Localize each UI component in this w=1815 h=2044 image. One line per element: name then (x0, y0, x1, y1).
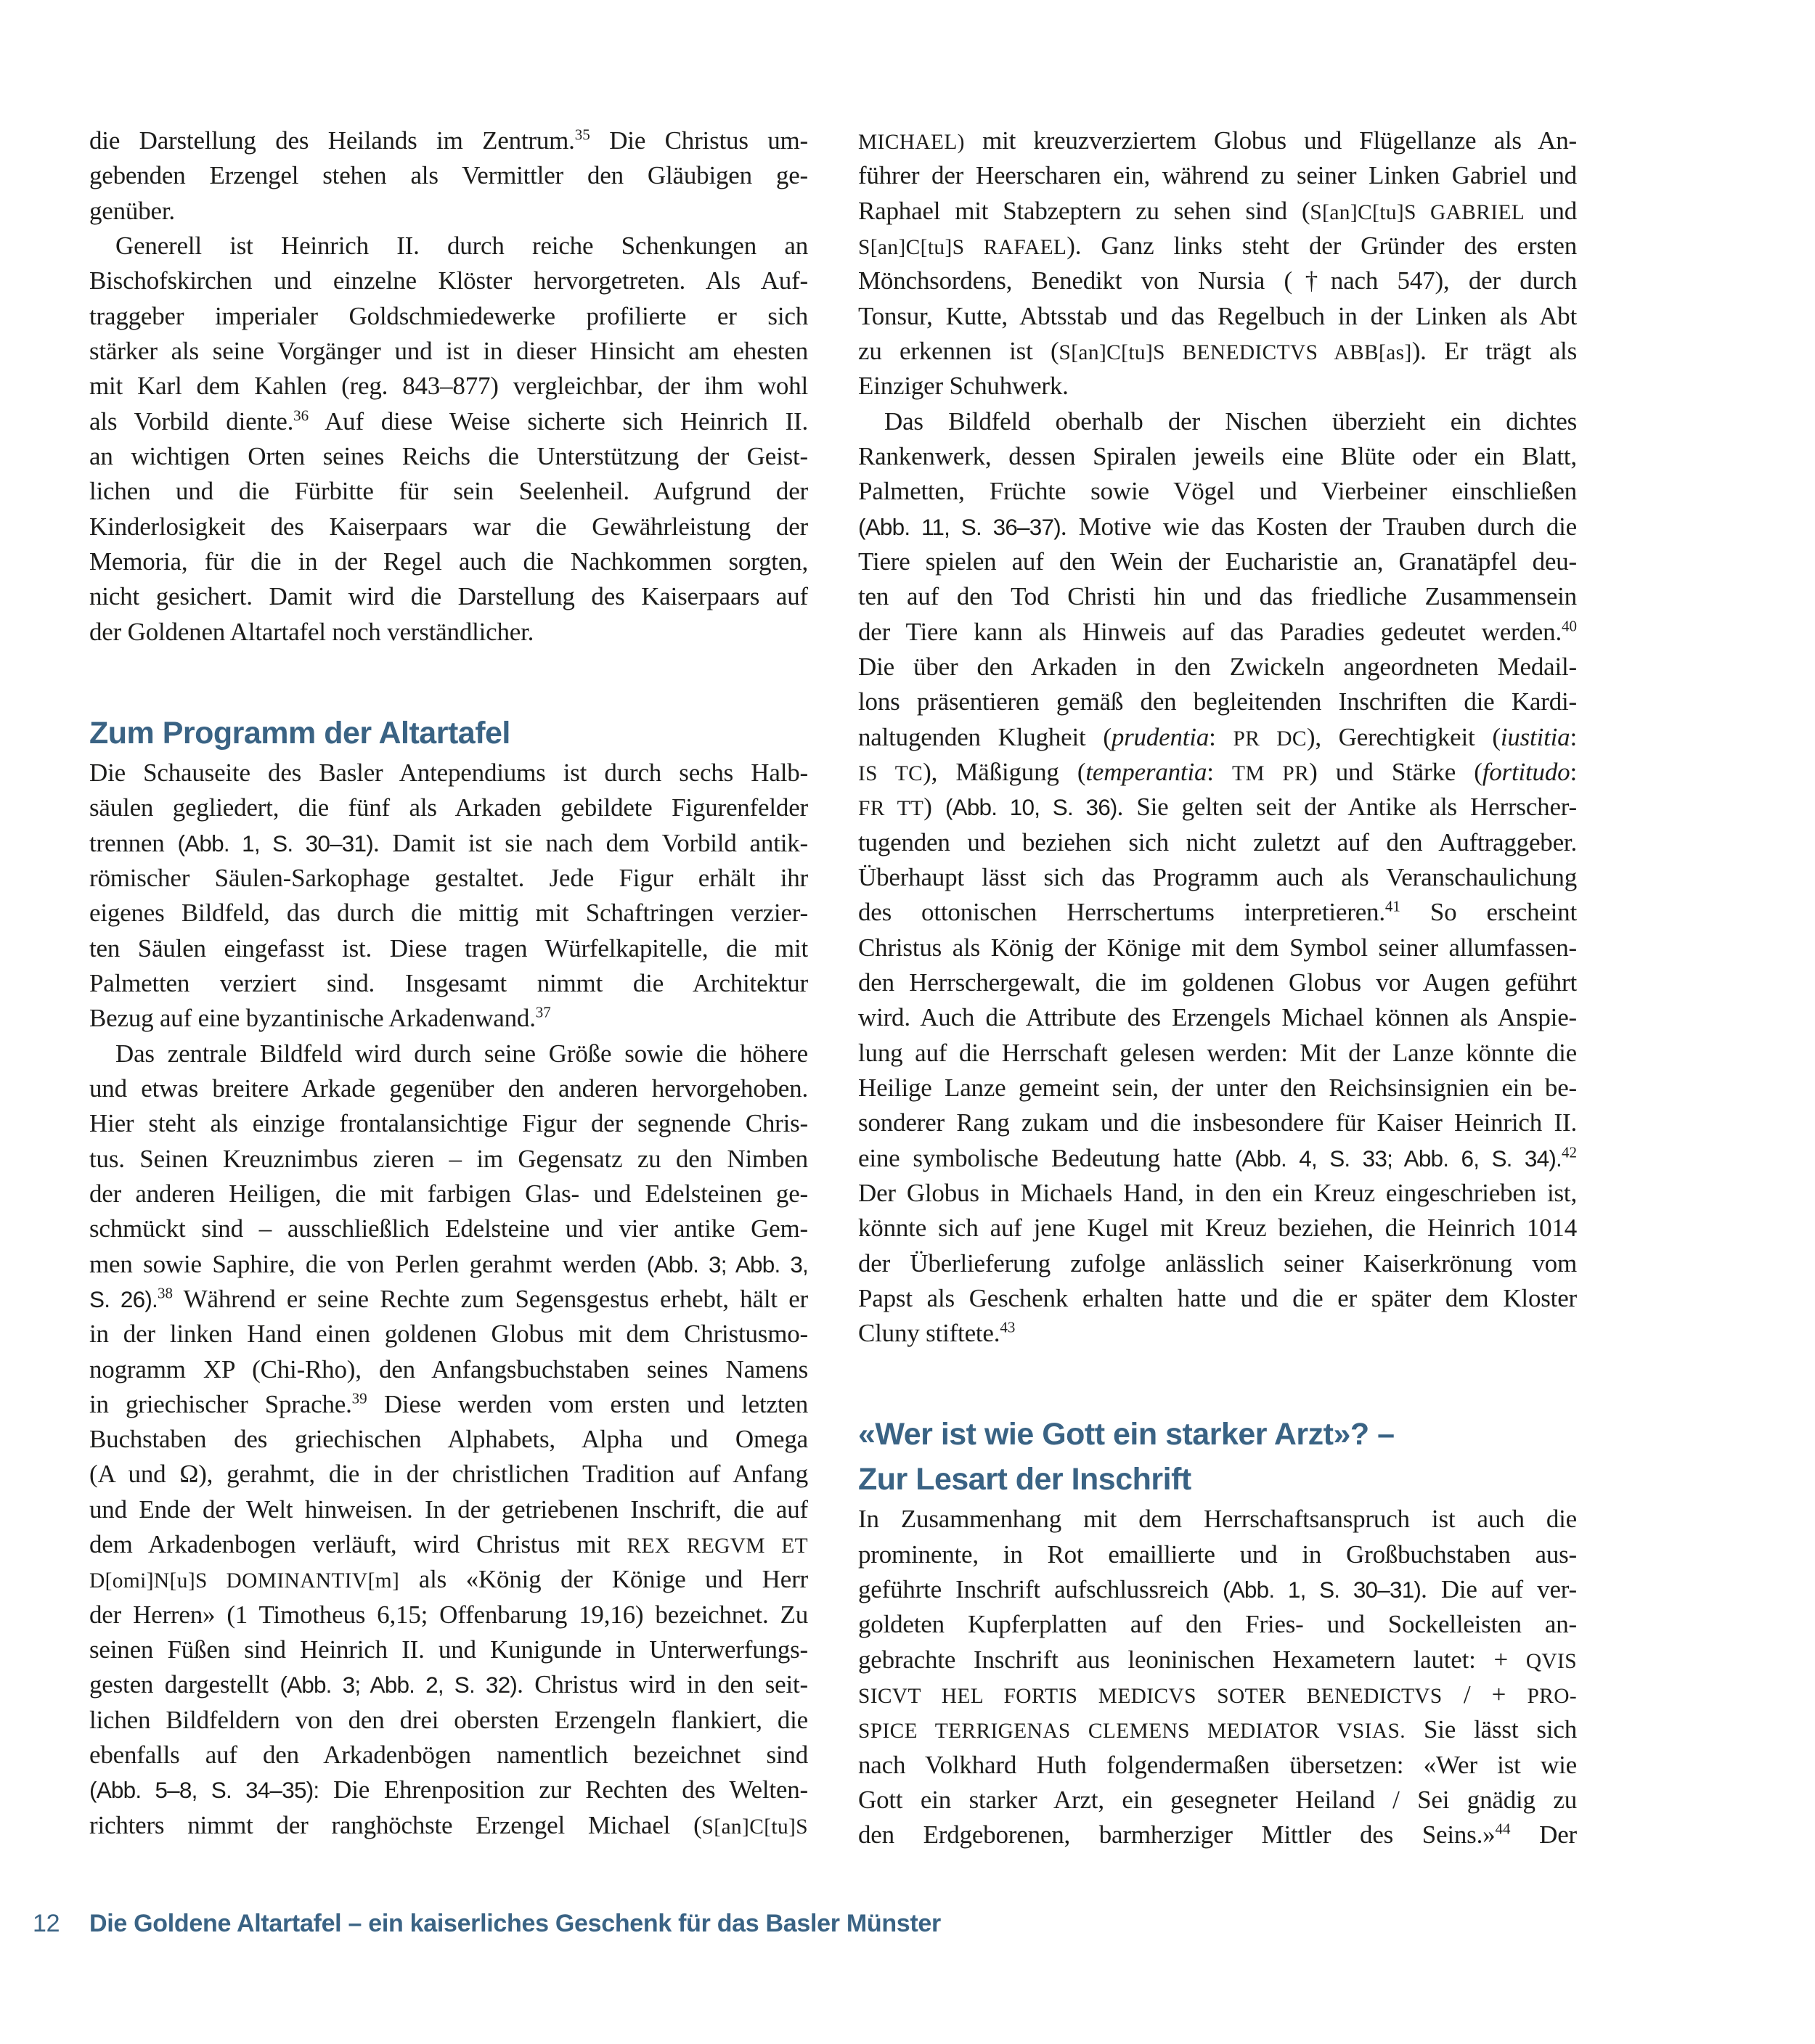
inscription-capitals: REX REGVM ET (627, 1534, 808, 1558)
footnote-marker: 38 (157, 1284, 173, 1302)
text-line: die Darstellung des Heilands im Zentrum.$^{35}$ Die Christus um- (89, 126, 808, 155)
text-line: Palmetten verziert sind. Insgesamt nimmt die Architektur (89, 968, 808, 997)
text-line: Einziger Schuhwerk. (858, 372, 1069, 401)
text-line: der anderen Heiligen, die mit farbigen Glas- und Edelsteinen ge- (89, 1179, 808, 1208)
text-line: Generell ist Heinrich II. durch reiche Schenkungen an (115, 231, 808, 260)
text-line: S. 26).$^{38}$ Während er seine Rechte zum Segensgestus erhebt, hält er (89, 1284, 808, 1313)
text-line: richters nimmt der ranghöchste Erzengel Michael (S[an]C[tu]S (89, 1810, 808, 1839)
page-number: 12 (33, 1910, 60, 1937)
inscription-capitals: S[an]C[tu]S GABRIEL (1310, 200, 1525, 224)
inscription-capitals: D[omi]N[u]S DOMINANTIV[m] (89, 1569, 400, 1593)
text-line: goldeten Kupferplatten auf den Fries- und Sockelleisten an- (858, 1610, 1577, 1639)
text-line: stärker als seine Vorgänger und ist in dieser Hinsicht am ehesten (89, 336, 808, 365)
text-line: sonderer Rang zukam und die insbesondere für Kaiser Heinrich II. (858, 1108, 1577, 1137)
text-line: gesten dargestellt (Abb. 3; Abb. 2, S. 32). Christus wird in den seit- (89, 1670, 808, 1699)
text-line: In Zusammenhang mit dem Herrschaftsanspruch ist auch die (858, 1505, 1577, 1534)
text-line: Kinderlosigkeit des Kaiserpaars war die Gewährleistung der (89, 512, 808, 541)
text-line: den Herrschergewalt, die im goldenen Globus vor Augen geführt (858, 968, 1577, 997)
text-line: lung auf die Herrschaft gelesen werden: Mit der Lanze könnte die (858, 1038, 1577, 1067)
text-line: nach Volkhard Huth folgendermaßen übersetzen: «Wer ist wie (858, 1750, 1577, 1779)
paragraph (858, 1502, 1577, 1852)
text-line: Cluny stiftete.$^{43}$ (858, 1318, 1016, 1348)
text-line: Raphael mit Stabzeptern zu sehen sind (S[an]C[tu]S GABRIEL und (858, 196, 1577, 225)
figure-reference: (Abb. 1, S. 30–31) (1223, 1577, 1422, 1603)
text-line: IS TC), Mäßigung (temperantia: TM PR) und Stärke (fortitudo: (858, 757, 1577, 786)
latin-term: iustitia (1500, 722, 1570, 751)
text-line: eine symbolische Bedeutung hatte (Abb. 4, S. 33; Abb. 6, S. 34).$^{42}$ (858, 1142, 1577, 1172)
inscription-capitals: PR DC (1233, 727, 1307, 751)
text-line: und etwas breitere Arkade gegenüber den anderen hervorgehoben. (89, 1074, 808, 1103)
text-line: Christus als König der Könige mit dem Symbol seiner allumfassen- (858, 933, 1577, 962)
text-line: führer der Heerscharen ein, während zu seiner Linken Gabriel und (858, 161, 1577, 190)
text-line: tus. Seinen Kreuznimbus zieren – im Gegensatz zu den Nimben (89, 1144, 808, 1173)
inscription-capitals: SICVT HEL FORTIS MEDICVS SOTER BENEDICTVS (858, 1685, 1443, 1709)
footnote-marker: 43 (1000, 1318, 1016, 1336)
figure-reference: (Abb. 3; Abb. 3, (646, 1251, 808, 1278)
footnote-marker: 35 (574, 126, 590, 144)
text-line: an wichtigen Orten seines Reichs die Unterstützung der Geist- (89, 441, 808, 470)
text-line: (Abb. 11, S. 36–37). Motive wie das Kosten der Trauben durch die (858, 512, 1577, 541)
text-line: ten auf den Tod Christi hin und das friedliche Zusammensein (858, 582, 1577, 611)
inscription-capitals: S[an]C[tu]S BENEDICTVS ABB[as] (1059, 340, 1412, 364)
text-line: Hier steht als einzige frontalansichtige Figur der segnende Chris- (89, 1109, 808, 1138)
text-line: der Überlieferung zufolge anlässlich seiner Kaiserkrönung vom (858, 1248, 1577, 1278)
text-line: geführte Inschrift aufschlussreich (Abb. 1, S. 30–31). Die auf ver- (858, 1575, 1577, 1604)
footnote-marker: 42 (1562, 1142, 1577, 1161)
running-title: Die Goldene Altartafel – ein kaiserliches Geschenk für das Basler Münster (89, 1910, 941, 1937)
figure-reference: (Abb. 10, S. 36) (945, 794, 1117, 821)
text-line: als Vorbild diente.$^{36}$ Auf diese Weise sicherte sich Heinrich II. (89, 406, 808, 436)
section-heading (858, 1412, 1577, 1502)
text-line: (Abb. 5–8, S. 34–35): Die Ehrenposition zur Rechten des Welten- (89, 1775, 808, 1804)
section-heading-line: «Wer ist wie Gott ein starker Arzt»? – (858, 1417, 1395, 1452)
text-line: trennen (Abb. 1, S. 30–31). Damit ist sie nach dem Vorbild antik- (89, 828, 808, 857)
text-line: Tonsur, Kutte, Abtsstab und das Regelbuch in der Linken als Abt (858, 301, 1577, 330)
text-line: (A und Ω), gerahmt, die in der christlichen Tradition auf Anfang (89, 1460, 808, 1489)
section-heading-line: Zum Programm der Altartafel (89, 715, 510, 751)
text-line: mit Karl dem Kahlen (reg. 843–877) vergleichbar, der ihm wohl (89, 372, 808, 401)
text-line: prominente, in Rot emaillierte und in Großbuchstaben aus- (858, 1540, 1577, 1569)
text-line: der Herren» (1 Timotheus 6,15; Offenbarung 19,16) bezeichnet. Zu (89, 1600, 808, 1629)
text-line: zu erkennen ist (S[an]C[tu]S BENEDICTVS ABB[as]). Er trägt als (858, 336, 1577, 365)
section-heading-line: Zur Lesart der Inschrift (858, 1462, 1191, 1497)
text-line: Der Globus in Michaels Hand, in den ein Kreuz eingeschrieben ist, (858, 1178, 1577, 1207)
text-line: Die Schauseite des Basler Antependiums ist durch sechs Halb- (89, 758, 808, 787)
text-line: Buchstaben des griechischen Alphabets, Alpha und Omega (89, 1425, 808, 1454)
text-line: seinen Füßen sind Heinrich II. und Kunigunde in Unterwerfungs- (89, 1635, 808, 1664)
latin-term: temperantia (1085, 757, 1207, 786)
paragraph (858, 404, 1577, 1352)
paragraph (858, 123, 1577, 404)
text-line: ten Säulen eingefasst ist. Diese tragen Würfelkapitelle, die mit (89, 933, 808, 962)
text-line: Das Bildfeld oberhalb der Nischen überzieht ein dichtes (884, 406, 1577, 436)
text-line: dem Arkadenbogen verläuft, wird Christus mit REX REGVM ET (89, 1530, 808, 1559)
section-heading (89, 711, 808, 756)
latin-term: prudentia (1111, 722, 1210, 751)
text-column-left (89, 123, 808, 1843)
inscription-capitals: S[an]C[tu]S (701, 1815, 808, 1839)
figure-reference: (Abb. 1, S. 30–31) (177, 830, 373, 857)
text-line: ebenfalls auf den Arkadenbögen namentlich bezeichnet sind (89, 1741, 808, 1770)
text-line: gebenden Erzengel stehen als Vermittler den Gläubigen ge- (89, 161, 808, 190)
inscription-capitals: QVIS (1525, 1649, 1577, 1673)
text-line: Mönchsordens, Benedikt von Nursia (†nach 547), der durch (858, 266, 1577, 295)
text-line: lichen Bildfeldern von den drei obersten Erzengeln flankiert, die (89, 1705, 808, 1734)
text-line: Heilige Lanze gemeint sein, der unter den Reichsinsignien ein be- (858, 1073, 1577, 1102)
text-line: genüber. (89, 196, 175, 225)
text-line: Die über den Arkaden in den Zwickeln angeordneten Medail- (858, 652, 1577, 681)
text-line: und Ende der Welt hinweisen. In der getriebenen Inschrift, die auf (89, 1495, 808, 1524)
text-line: MICHAEL) mit kreuzverziertem Globus und Flügellanze als An- (858, 126, 1577, 155)
footnote-marker: 40 (1562, 616, 1577, 634)
inscription-capitals: S[an]C[tu]S RAFAEL (858, 235, 1067, 259)
inscription-capitals: MICHAEL) (858, 131, 965, 154)
footnote-marker: 44 (1495, 1820, 1511, 1838)
text-line: SICVT HEL FORTIS MEDICVS SOTER BENEDICTVS / + PRO- (858, 1680, 1577, 1709)
text-line: Das zentrale Bildfeld wird durch seine Größe sowie die höhere (115, 1039, 808, 1068)
text-line: Papst als Geschenk erhalten hatte und die er später dem Kloster (858, 1283, 1577, 1312)
page-footer (0, 1908, 1815, 1944)
footnote-marker: 39 (351, 1389, 367, 1407)
text-line: Tiere spielen auf den Wein der Eucharistie an, Granatäpfel deu- (858, 547, 1577, 576)
inscription-capitals: TM PR (1232, 761, 1310, 785)
text-line: traggeber imperialer Goldschmiedewerke profilierte er sich (89, 301, 808, 330)
text-line: in der linken Hand einen goldenen Globus mit dem Christusmo- (89, 1320, 808, 1349)
text-line: Gott ein starker Arzt, ein gesegneter Heiland / Sei gnädig zu (858, 1786, 1577, 1815)
text-line: eigenes Bildfeld, das durch die mittig mit Schaftringen verzier- (89, 899, 808, 928)
text-line: der Goldenen Altartafel noch verständlicher. (89, 617, 534, 646)
inscription-capitals: IS TC (858, 761, 923, 785)
text-line: römischer Säulen-Sarkophage gestaltet. Jede Figur erhält ihr (89, 863, 808, 892)
footnote-marker: 41 (1384, 897, 1400, 915)
text-line: FR TT) (Abb. 10, S. 36). Sie gelten seit der Antike als Herrscher- (858, 793, 1577, 822)
text-line: lons präsentieren gemäß den begleitenden Inschriften die Kardi- (858, 687, 1577, 716)
figure-reference: S. 26). (89, 1285, 158, 1312)
footnote-marker: 37 (535, 1003, 551, 1021)
text-line: den Erdgeborenen, barmherziger Mittler des Seins.»$^{44}$ Der (858, 1820, 1577, 1849)
text-line: Bischofskirchen und einzelne Klöster hervorgetreten. Als Auf- (89, 266, 808, 295)
footnote-marker: 36 (293, 406, 309, 424)
figure-reference: (Abb. 5–8, S. 34–35): (89, 1777, 319, 1804)
paragraph (89, 756, 808, 1037)
text-line: wird. Auch die Attribute des Erzengels Michael können als Anspie- (858, 1003, 1577, 1032)
text-column-right (858, 123, 1577, 1853)
paragraph (89, 123, 808, 229)
text-line: men sowie Saphire, die von Perlen gerahmt werden (Abb. 3; Abb. 3, (89, 1249, 808, 1278)
text-line: gebrachte Inschrift aus leoninischen Hexametern lautet: + QVIS (858, 1645, 1577, 1674)
text-line: Memoria, für die in der Regel auch die Nachkommen sorgten, (89, 547, 808, 576)
text-line: der Tiere kann als Hinweis auf das Paradies gedeutet werden.$^{40}$ (858, 616, 1577, 646)
text-line: S[an]C[tu]S RAFAEL). Ganz links steht der Gründer des ersten (858, 231, 1577, 260)
latin-term: fortitudo (1482, 757, 1570, 786)
figure-reference: (Abb. 11, S. 36–37) (858, 513, 1061, 540)
text-line: naltugenden Klugheit (prudentia: PR DC), Gerechtigkeit (iustitia: (858, 722, 1577, 751)
paragraph (89, 229, 808, 650)
text-line: lichen und die Fürbitte für sein Seelenheil. Aufgrund der (89, 477, 808, 506)
text-line: Rankenwerk, dessen Spiralen jeweils eine Blüte oder ein Blatt, (858, 441, 1577, 470)
inscription-capitals: SPICE TERRIGENAS CLEMENS MEDIATOR VSIAS. (858, 1720, 1406, 1743)
text-line: könnte sich auf jene Kugel mit Kreuz beziehen, die Heinrich 1014 (858, 1214, 1577, 1243)
text-line: D[omi]N[u]S DOMINANTIV[m] als «König der Könige und Herr (89, 1565, 808, 1594)
figure-reference: (Abb. 3; Abb. 2, S. 32) (280, 1672, 518, 1698)
inscription-capitals: FR TT (858, 797, 924, 821)
text-line: säulen gegliedert, die fünf als Arkaden gebildete Figurenfelder (89, 793, 808, 822)
text-line: tugenden und beziehen sich nicht zuletzt auf den Auftraggeber. (858, 827, 1577, 857)
text-line: Bezug auf eine byzantinische Arkadenwand.$^{37}$ (89, 1003, 551, 1033)
text-line: Palmetten, Früchte sowie Vögel und Vierbeiner einschließen (858, 477, 1577, 506)
paragraph (89, 1037, 808, 1844)
inscription-capitals: PRO- (1527, 1685, 1577, 1709)
text-line: schmückt sind – ausschließlich Edelsteine und vier antike Gem- (89, 1214, 808, 1243)
text-line: des ottonischen Herrschertums interpretieren.$^{41}$ So erscheint (858, 897, 1577, 927)
text-line: SPICE TERRIGENAS CLEMENS MEDIATOR VSIAS. Sie lässt sich (858, 1715, 1577, 1744)
text-line: nicht gesichert. Damit wird die Darstellung des Kaiserpaars auf (89, 582, 808, 611)
text-line: in griechischer Sprache.$^{39}$ Diese werden vom ersten und letzten (89, 1389, 808, 1418)
text-line: nogramm XP (Chi-Rho), den Anfangsbuchstaben seines Namens (89, 1354, 808, 1383)
text-line: Überhaupt lässt sich das Programm auch als Veranschaulichung (858, 862, 1577, 891)
figure-reference: (Abb. 4, S. 33; Abb. 6, S. 34). (1234, 1145, 1562, 1172)
